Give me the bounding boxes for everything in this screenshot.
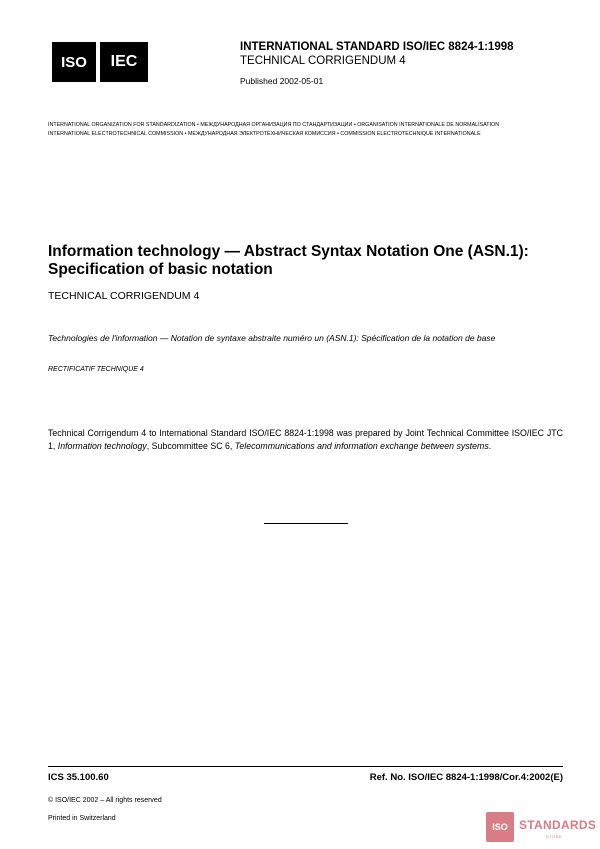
technical-corrigendum-heading: TECHNICAL CORRIGENDUM 4 (48, 290, 200, 302)
iec-logo-text: IEC (110, 53, 138, 70)
ics-code: ICS 35.100.60 (48, 772, 109, 783)
iec-logo (100, 42, 148, 82)
standard-designation: INTERNATIONAL STANDARD ISO/IEC 8824-1:1998 (240, 41, 514, 53)
document-title-line-1: Information technology — Abstract Syntax Notation One (ASN.1): (48, 243, 529, 260)
publication-date: Published 2002-05-01 (240, 76, 324, 86)
paragraph-emphasis-2: Telecommunications and information exchange between systems (234, 440, 489, 451)
reference-number: Ref. No. ISO/IEC 8824-1:1998/Cor.4:2002(E) (369, 772, 563, 783)
paragraph-emphasis-1: Information technology (57, 440, 147, 451)
footer-rule (48, 766, 563, 767)
iso-logo-text: ISO (61, 53, 87, 71)
paragraph-text-2: , Subcommittee SC 6, (146, 440, 235, 451)
watermark-text: STANDARDS (519, 818, 597, 832)
watermark-store-text: STORE (546, 834, 563, 839)
watermark-badge-text: ISO (492, 822, 508, 832)
paragraph-text-3: . (488, 440, 492, 451)
watermark-badge (486, 812, 514, 842)
foreword-paragraph (48, 427, 563, 452)
standards-store-watermark (486, 812, 598, 846)
organization-line-iec: INTERNATIONAL ELECTROTECHNICAL COMMISSION • МЕЖДУНАРОДНАЯ ЭЛЕКТРОТЕХНИЧЕСКАЯ КОМИССИЯ • COMMISSION ELECTROTECHNIQUE INTERNATIONALE (48, 131, 481, 137)
document-title (48, 243, 568, 279)
french-rectificatif: RECTIFICATIF TECHNIQUE 4 (48, 366, 144, 373)
document-title-line-2: Specification of basic notation (48, 261, 273, 278)
copyright-notice: © ISO/IEC 2002 – All rights reserved (48, 797, 162, 804)
corrigendum-label: TECHNICAL CORRIGENDUM 4 (240, 55, 406, 67)
iso-logo (52, 42, 96, 82)
french-title: Technologies de l'information — Notation de syntaxe abstraite numéro un (ASN.1): Spécification de la notation de base (48, 333, 496, 343)
organization-line-iso: INTERNATIONAL ORGANIZATION FOR STANDARDIZATION • МЕЖДУНАРОДНАЯ ОРГАНИЗАЦИЯ ПО СТАНДАРТИЗАЦИИ • ORGANISATION INTERNATIONALE DE NORMALISATION (48, 122, 500, 128)
iso-iec-logo (52, 42, 148, 82)
printed-location: Printed in Switzerland (48, 815, 116, 822)
section-divider (264, 523, 348, 524)
paragraph-text-1: Technical Corrigendum 4 to International Standard ISO/IEC 8824-1:1998 was prepared by Joint Technical Committee ISO/IEC JTC 1, (48, 428, 563, 451)
